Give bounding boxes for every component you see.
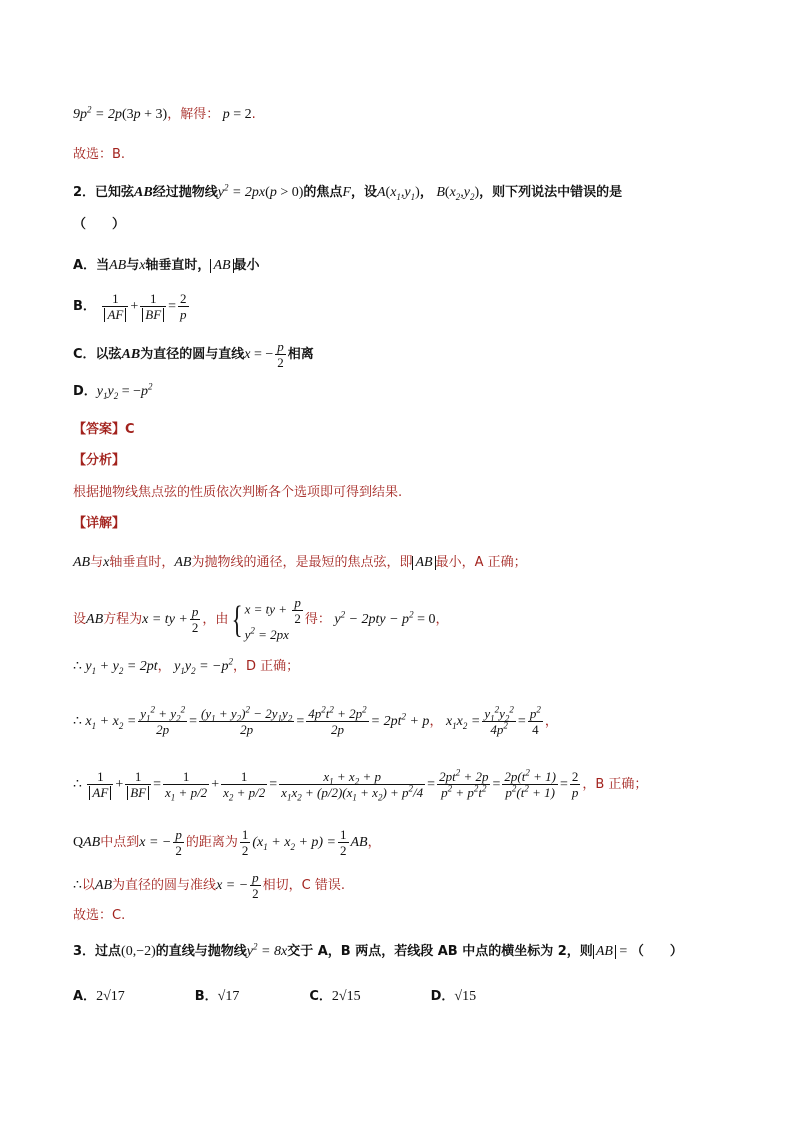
detail-line-5: ∴ $\frac{1}{AF}$ + $\frac{1}{BF}$ = $\frac{1}{x_1 + p/2}$ + $\frac{1}{x_2 + p/2}$ = $\frac{x_1 + x_2 + p}{x_1x_2 + (p/2)(x_1 + x_2) + p^2/4}$ = $\frac{2pt^2 + 2p}{p^2 + p^2t^2}$ = $\frac{2p(t^2 + 1)}{p^2(t^2 + 1)}$ = $\frac{2}{p}$ ，B 正确； [73, 767, 648, 803]
solution-line-prev: $9p^2 = 2p(3p + 3)$，解得： p = 2. [73, 104, 256, 122]
analysis-text: 根据抛物线焦点弦的性质依次判断各个选项即可得到结果. [73, 485, 403, 500]
q2-stem: 2．已知弦AB经过抛物线$y^2 = 2px(p > 0)$的焦点F，设$A(x_1,y_1)$， $B(x_2,y_2)$，则下列说法中错误的是 [73, 182, 623, 202]
q2-option-c: C．以弦AB为直径的圆与直线x = − $\frac{p}{2}$ 相离 [73, 339, 314, 370]
detail-line-7: ∴以AB为直径的圆与准线x = − $\frac{p}{2}$ 相切，C 错误. [73, 870, 346, 901]
q3-stem: 3．过点(0,−2)的直线与抛物线$y^2 = 8x$交于 A，B 两点，若线段 AB 中点的横坐标为 2，则 AB = （ ） [73, 941, 683, 959]
answer-tag: 【答案】C [73, 422, 135, 437]
q3-option-c: C．2√15 [309, 989, 361, 1004]
analysis-tag: 【分析】 [73, 453, 126, 468]
q2-paren: （ ） [73, 217, 126, 232]
q2-final-answer: 故选：C. [73, 908, 126, 923]
detail-line-1: AB与x轴垂直时，AB为抛物线的通径，是最短的焦点弦，即 AB 最小，A 正确； [73, 555, 527, 570]
q3-option-d: D．√15 [430, 989, 477, 1004]
detail-line-6: QAB中点到x = − $\frac{p}{2}$ 的距离为 $\frac{1}{2}$ $(x_1 + x_2 + p)$ = $\frac{1}{2}$ AB， [73, 827, 381, 858]
q2-option-a: A．当AB与x轴垂直时， AB 最小 [73, 258, 260, 273]
detail-line-3: ∴ $y_1 + y_2 = 2pt$， $y_1y_2 = -p^2$，D 正确； [73, 656, 300, 676]
q3-option-b: B．√17 [194, 989, 240, 1004]
detail-line-2: 设AB方程为x = ty + $\frac{p}{2}$ ，由{ x = ty + $\frac{p}{2}$ $y^2 = 2px$ 得： $y^2 - 2pty - p^2 = 0$， [73, 595, 449, 642]
q2-option-d: D．$y_1y_2 = -p^2$ [73, 381, 153, 401]
q2-option-b: B． $\frac{1}{AF}$ + $\frac{1}{BF}$ = $\frac{2}{p}$ [73, 291, 187, 322]
q1-final-answer: 故选：B. [73, 147, 126, 162]
detail-tag: 【详解】 [73, 516, 126, 531]
q3-option-a: A．2√17 [73, 989, 125, 1004]
q3-options [73, 987, 476, 1007]
detail-line-4: ∴ $x_1 + x_2$ = $\frac{y_1^2 + y_2^2}{2p}$ = $\frac{(y_1 + y_2)^2 - 2y_1y_2}{2p}$ = $\frac{4p^2t^2 + 2p^2}{2p}$ = $2pt^2 + p$， $x_1x_2$ = $\frac{y_1^2y_2^2}{4p^2}$ = $\frac{p^2}{4}$ ， [73, 704, 558, 737]
